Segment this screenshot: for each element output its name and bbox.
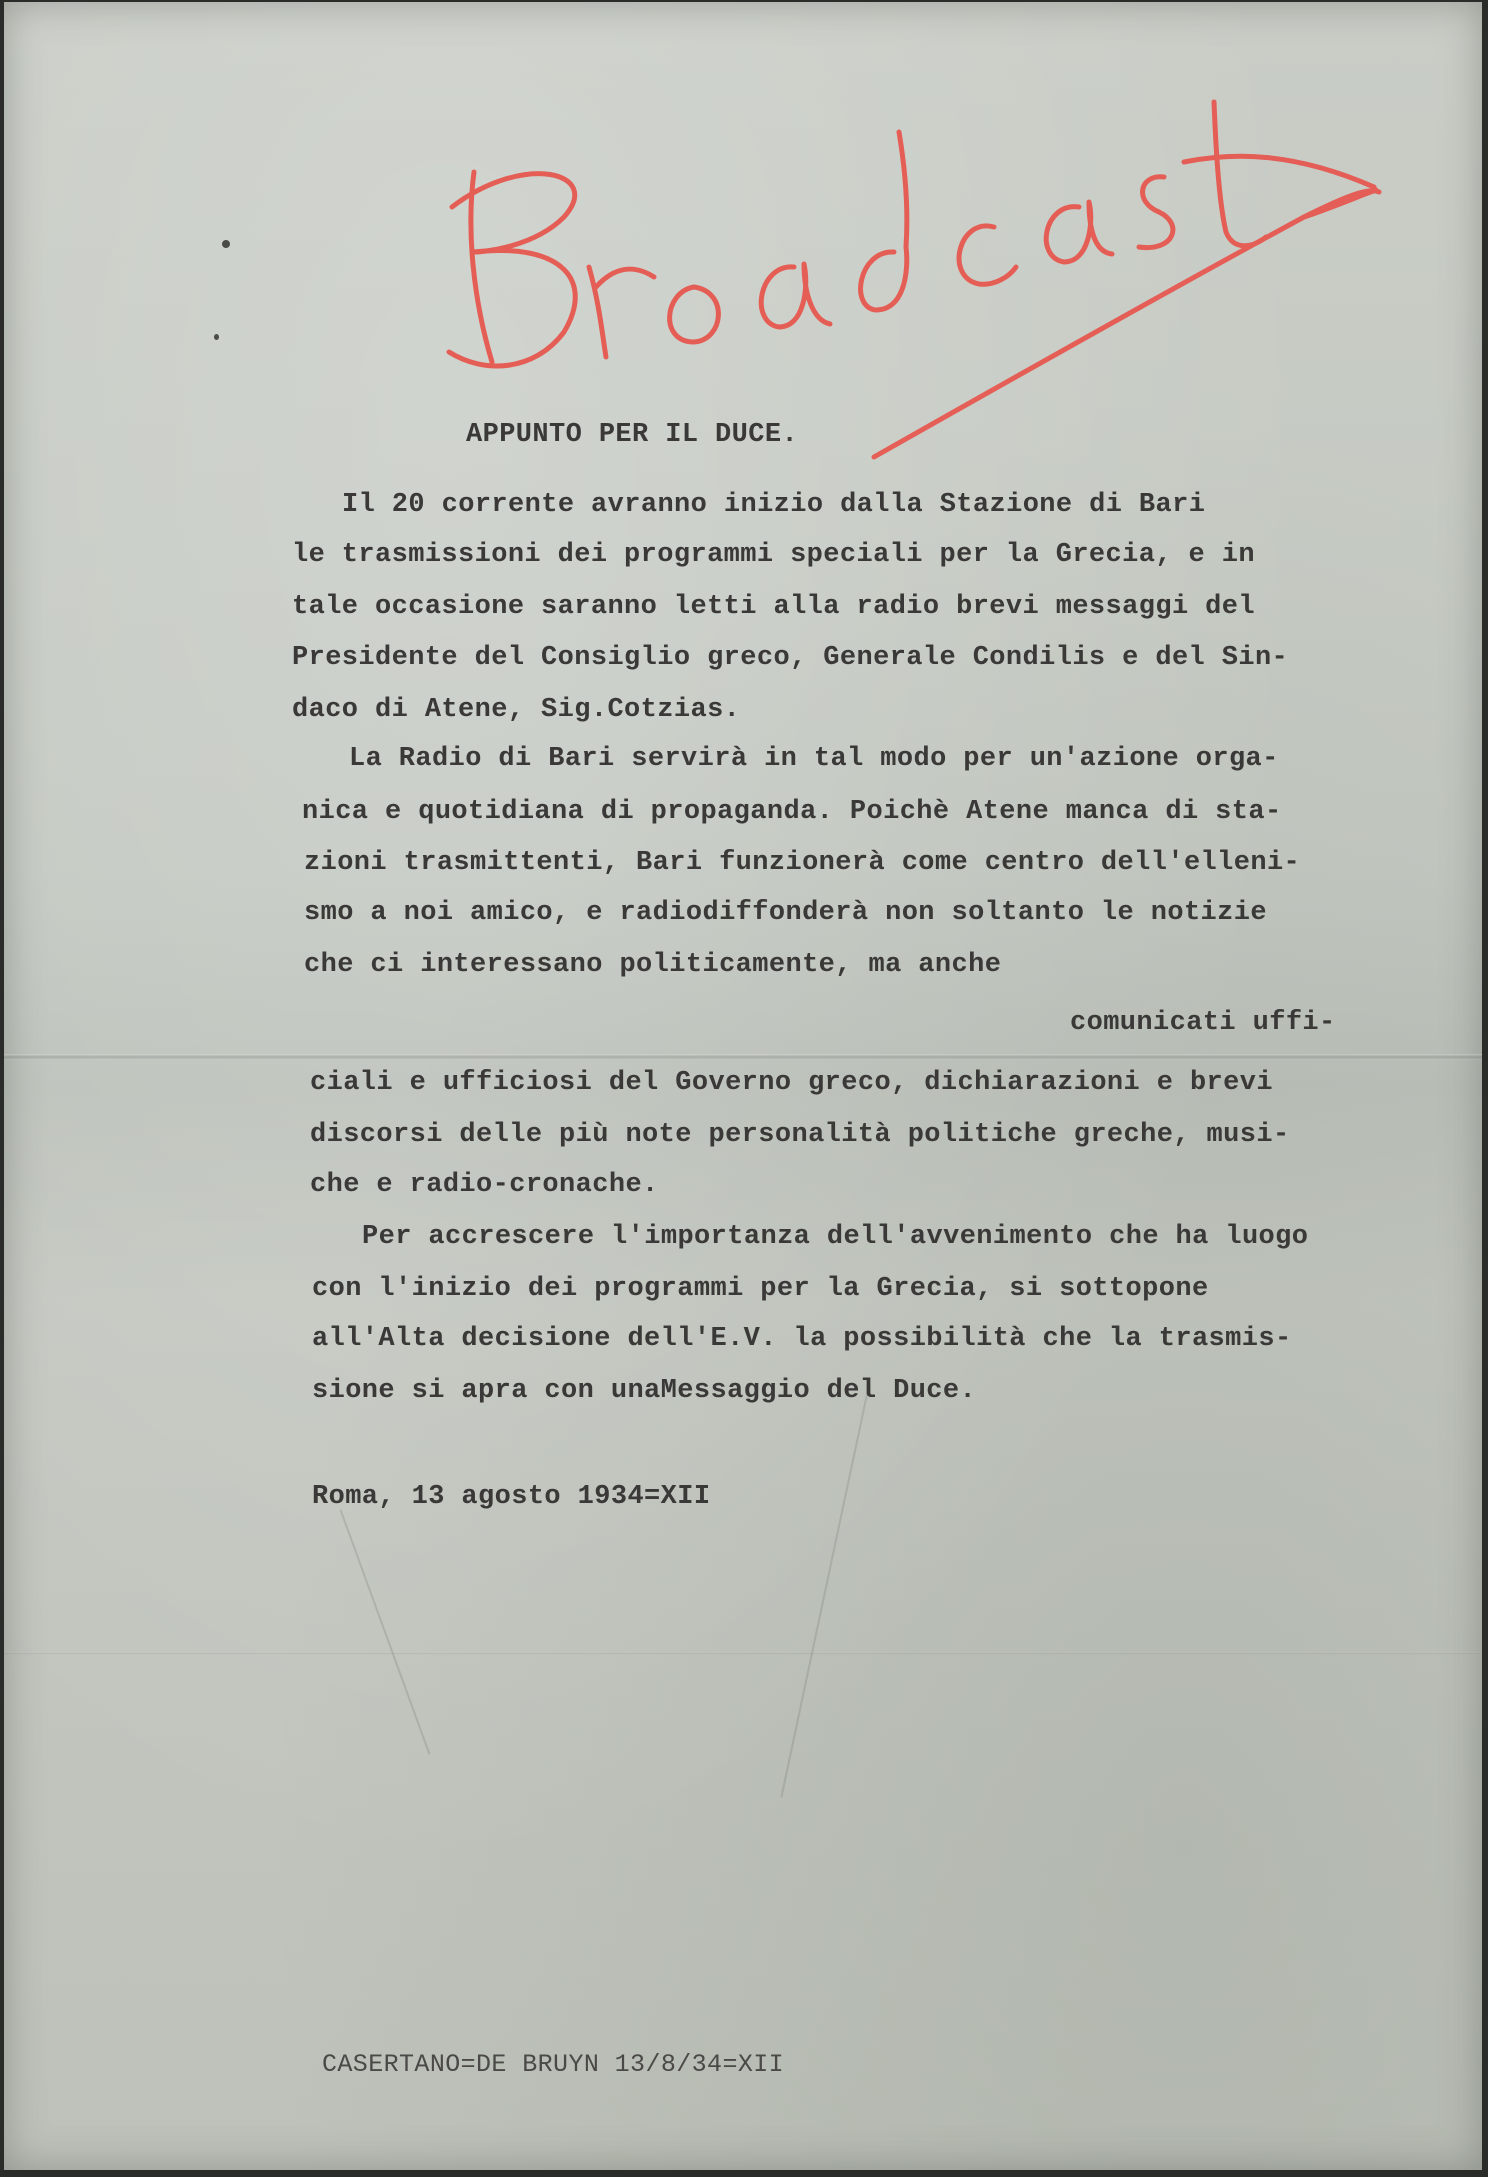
text-line: Per accrescere l'importanza dell'avvenimento che ha luogo xyxy=(362,1222,1309,1252)
date-line: Roma, 13 agosto 1934=XII xyxy=(312,1482,711,1512)
text-line: smo a noi amico, e radiodiffonderà non soltanto le notizie xyxy=(304,898,1267,928)
reference-line: CASERTANO=DE BRUYN 13/8/34=XII xyxy=(322,2050,785,2079)
text-line: le trasmissioni dei programmi speciali per la Grecia, e in xyxy=(292,540,1255,570)
text-line: che ci interessano politicamente, ma anche xyxy=(304,950,1002,980)
paper-crease xyxy=(340,1509,431,1754)
fold-line xyxy=(4,1054,1482,1060)
text-line: Presidente del Consiglio greco, Generale Condilis e del Sin- xyxy=(292,643,1289,673)
text-line: comunicati uffi- xyxy=(1070,1008,1336,1038)
text-line: La Radio di Bari servirà in tal modo per un'azione orga- xyxy=(349,744,1279,774)
text-line: Il 20 corrente avranno inizio dalla Stazione di Bari xyxy=(342,490,1206,520)
text-line: discorsi delle più note personalità politiche greche, musi- xyxy=(310,1120,1290,1150)
document-heading: APPUNTO PER IL DUCE. xyxy=(466,420,799,450)
text-line: nica e quotidiana di propaganda. Poichè Atene manca di sta- xyxy=(302,797,1282,827)
fold-line xyxy=(4,1652,1482,1655)
text-line: sione si apra con unaMessaggio del Duce. xyxy=(312,1376,977,1406)
text-line: che e radio-cronache. xyxy=(310,1170,659,1200)
document-page xyxy=(4,2,1482,2170)
text-line: con l'inizio dei programmi per la Grecia, si sottopone xyxy=(312,1274,1209,1304)
text-line: zioni trasmittenti, Bari funzionerà come centro dell'elleni- xyxy=(304,848,1301,878)
text-line: all'Alta decisione dell'E.V. la possibilità che la trasmis- xyxy=(312,1324,1292,1354)
paper-crease xyxy=(780,1386,869,1797)
text-line: tale occasione saranno letti alla radio brevi messaggi del xyxy=(292,592,1255,622)
text-line: ciali e ufficiosi del Governo greco, dichiarazioni e brevi xyxy=(310,1068,1273,1098)
text-line: daco di Atene, Sig.Cotzias. xyxy=(292,695,741,725)
